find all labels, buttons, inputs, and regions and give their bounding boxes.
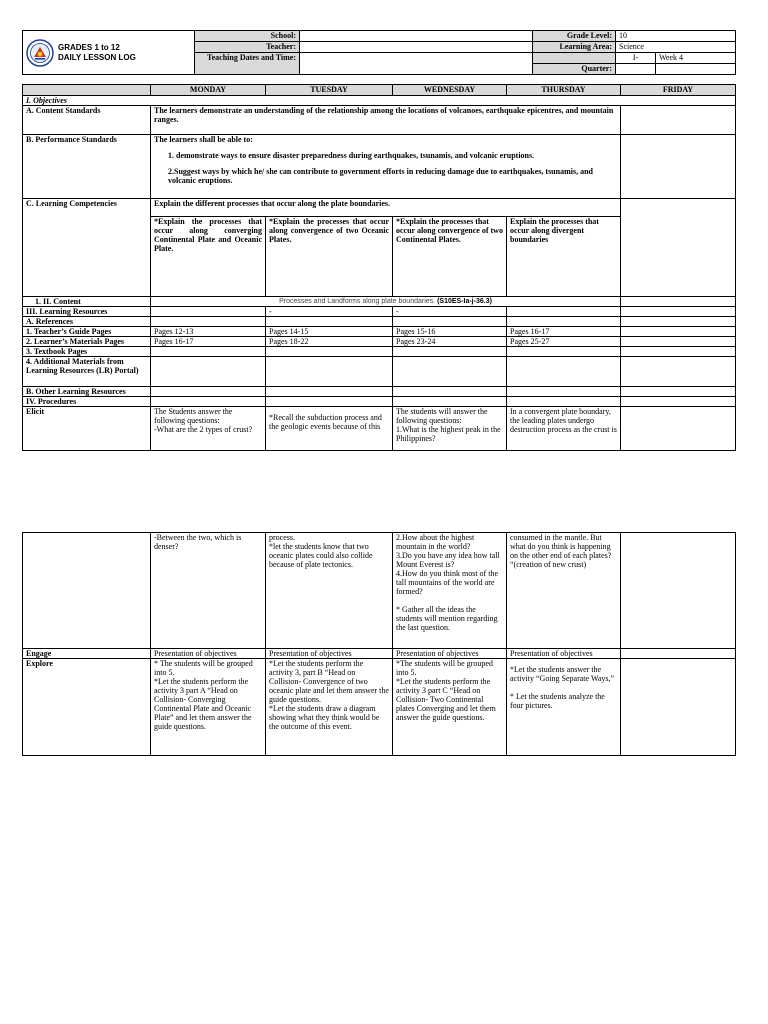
content-code: (S10ES-Ia-j-36.3) (437, 298, 492, 305)
teachers-guide-thursday: Pages 16-17 (507, 327, 621, 337)
engage-tuesday: Presentation of objectives (266, 649, 393, 659)
explore-tuesday: *Let the students perform the activity 3, part B “Head on Collision- Convergence of two oceanic plate and let them answer the guide questions. *Let the students draw a diagram showing what they think would be the outcome of this event. (266, 659, 393, 756)
learning-area-value: Science (616, 42, 736, 53)
engage-thursday: Presentation of objectives (507, 649, 621, 659)
other-resources-label: B. Other Learning Resources (23, 387, 151, 397)
elicit-tuesday: *Recall the subduction process and the geologic events because of this (266, 407, 393, 451)
day-header-thursday: THURSDAY (507, 85, 621, 96)
teacher-value (300, 42, 533, 53)
lesson-table-page2 (22, 532, 736, 756)
competency-thursday: Explain the processes that occur along divergent boundaries (507, 217, 621, 297)
explore-monday: * The students will be grouped into 5. *Let the students perform the activity 3 part A “Head on Collision- Converging Continental Plate and Oceanic Plate” and let them answer the guide questions. (151, 659, 266, 756)
competency-monday: *Explain the processes that occur along converging Continental Plate and Oceanic Plate. (151, 217, 266, 297)
school-label: School: (195, 31, 300, 42)
textbook-label: 3. Textbook Pages (23, 347, 151, 357)
content-standards-label: A. Content Standards (23, 106, 151, 135)
week-value: Week 4 (656, 53, 736, 64)
quarter-label: Quarter: (533, 64, 616, 75)
learners-materials-monday: Pages 16-17 (151, 337, 266, 347)
competency-wednesday: *Explain the processes that occur along convergence of two Continental Plates. (393, 217, 507, 297)
teachers-guide-wednesday: Pages 15-16 (393, 327, 507, 337)
deped-seal-icon (26, 39, 54, 67)
teaching-dates-label: Teaching Dates and Time: (195, 53, 300, 75)
day-header-friday: FRIDAY (621, 85, 736, 96)
content-cell (151, 297, 621, 307)
explore-label: Explore (23, 659, 151, 756)
engage-wednesday: Presentation of objectives (393, 649, 507, 659)
learning-resources-tuesday: - (266, 307, 393, 317)
header-title-line1: GRADES 1 to 12 (58, 42, 120, 52)
learners-materials-label: 2. Learner’s Materials Pages (23, 337, 151, 347)
performance-standards-label: B. Performance Standards (23, 135, 151, 199)
teaching-dates-value (300, 53, 533, 75)
performance-intro: The learners shall be able to: (154, 135, 253, 144)
learning-competencies-text: Explain the different processes that occur along the plate boundaries. (151, 199, 621, 217)
explore-thursday: *Let the students answer the activity “Going Separate Ways,” * Let the students analyze the four pictures. (507, 659, 621, 756)
engage-monday: Presentation of objectives (151, 649, 266, 659)
objectives-heading: I. Objectives (23, 96, 736, 106)
content-label: 1. II. Content (23, 297, 151, 307)
header-logo-cell (23, 31, 195, 75)
header-table (22, 30, 736, 75)
learning-area-label: Learning Area: (533, 42, 616, 53)
elicit-cont-tuesday: process. *let the students know that two oceanic plates could also collide because of plate tectonics. (266, 533, 393, 649)
performance-item-1: 1. demonstrate ways to ensure disaster preparedness during earthquakes, tsunamis, and volcanic eruptions. (168, 151, 535, 160)
procedures-label: IV. Procedures (23, 397, 151, 407)
day-header-monday: MONDAY (151, 85, 266, 96)
elicit-monday: The Students answer the following questions: -What are the 2 types of crust? (151, 407, 266, 451)
elicit-cont-wednesday: 2.How about the highest mountain in the world? 3.Do you have any idea how tall Mount Everest is? 4.How do you think most of the tall mountains of the world are formed? * Gather all the ideas the students will mention regarding the last question. (393, 533, 507, 649)
school-value (300, 31, 533, 42)
teacher-label: Teacher: (195, 42, 300, 53)
teachers-guide-label: 1. Teacher’s Guide Pages (23, 327, 151, 337)
elicit-thursday: In a convergent plate boundary, the leading plates undergo destruction process as the crust is (507, 407, 621, 451)
competency-tuesday: *Explain the processes that occur along convergence of two Oceanic Plates. (266, 217, 393, 297)
elicit-label: Elicit (23, 407, 151, 451)
learners-materials-tuesday: Pages 18-22 (266, 337, 393, 347)
performance-standards-cell (151, 135, 621, 199)
day-header-tuesday: TUESDAY (266, 85, 393, 96)
learners-materials-wednesday: Pages 23-24 (393, 337, 507, 347)
teachers-guide-tuesday: Pages 14-15 (266, 327, 393, 337)
teachers-guide-monday: Pages 12-13 (151, 327, 266, 337)
references-label: A. References (23, 317, 151, 327)
learning-resources-label: III. Learning Resources (23, 307, 151, 317)
elicit-cont-thursday: consumed in the mantle. But what do you think is happening on the other end of each plates? “(creation of new crust) (507, 533, 621, 649)
day-header-wednesday: WEDNESDAY (393, 85, 507, 96)
engage-label: Engage (23, 649, 151, 659)
explore-wednesday: *The students will be grouped into 5. *Let the students perform the activity 3 part C “Head on Collision- Two Continental plates Converging and let them answer the guide questions. (393, 659, 507, 756)
content-text: Processes and Landforms along plate boundaries. (279, 298, 436, 305)
learning-competencies-label: C. Learning Competencies (23, 199, 151, 297)
grade-level-value: 10 (616, 31, 736, 42)
lesson-table-page1 (22, 84, 736, 451)
learners-materials-thursday: Pages 25-27 (507, 337, 621, 347)
elicit-cont-monday: -Between the two, which is denser? (151, 533, 266, 649)
performance-item-2: 2.Suggest ways by which he/ she can contribute to government efforts in reducing damage due to earthquakes, tsunamis, and volcanic eruptions. (168, 167, 593, 185)
elicit-wednesday: The students will answer the following questions: 1.What is the highest peak in the Philippines? (393, 407, 507, 451)
header-title-line2: DAILY LESSON LOG (58, 52, 136, 62)
learning-resources-wednesday: - (393, 307, 507, 317)
quarter-value: I- (616, 53, 656, 64)
content-standards-text: The learners demonstrate an understanding of the relationship among the locations of volcanoes, earthquake epicentres, and mountain ranges. (151, 106, 621, 135)
additional-materials-label: 4. Additional Materials from Learning Resources (LR) Portal) (23, 357, 151, 387)
grade-level-label: Grade Level: (533, 31, 616, 42)
